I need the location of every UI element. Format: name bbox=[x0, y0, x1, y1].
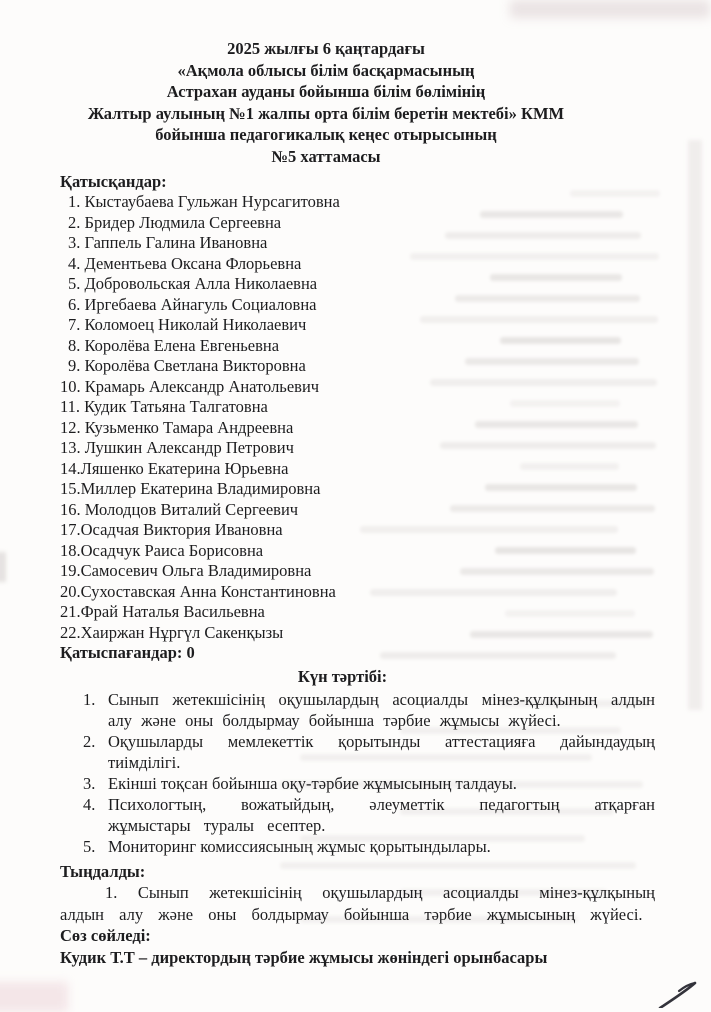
attendee-row: 20.Сухоставская Анна Константиновна bbox=[60, 581, 336, 601]
agenda-item bbox=[60, 773, 655, 794]
scan-smudge-left-edge bbox=[0, 552, 6, 582]
document-content bbox=[60, 38, 655, 968]
handwritten-pen-mark bbox=[640, 975, 710, 1008]
attendee-row: 8. Королёва Елена Евгеньевна bbox=[68, 335, 280, 355]
speech-heading: Сөз сөйледі: bbox=[60, 926, 151, 946]
attendee-row: 7. Коломоец Николай Николаевич bbox=[68, 315, 307, 335]
attendee-row: 14.Ляшенко Екатерина Юрьевна bbox=[60, 458, 289, 478]
attendees-list bbox=[60, 192, 655, 643]
title-line: 2025 жылғы 6 қаңтардағы bbox=[227, 39, 425, 58]
attendees-heading: Қатысқандар: bbox=[60, 171, 167, 191]
attendee-row: 11. Кудик Татьяна Талгатовна bbox=[60, 397, 268, 417]
agenda-item-text: Психологтың, вожатыйдың, әлеуметтік педагогтың атқарған жұмыстары туралы есептер. bbox=[108, 794, 655, 835]
title-line: «Ақмола облысы білім басқармасының bbox=[177, 60, 475, 80]
scan-smudge-top-right bbox=[510, 0, 710, 18]
document-title bbox=[60, 38, 592, 168]
agenda-item-number: 3. bbox=[83, 773, 96, 793]
attendee-row: 1. Кыстаубаева Гульжан Нурсагитовна bbox=[68, 192, 340, 212]
attendee-row: 6. Иргебаева Айнагуль Социаловна bbox=[68, 294, 317, 314]
agenda-heading: Күн тәртібі: bbox=[297, 666, 388, 686]
speaker-line: Кудик Т.Т – директордың тәрбие жұмысы жөніндегі орынбасары bbox=[60, 947, 548, 967]
attendee-row: 5. Добровольская Алла Николаевна bbox=[68, 274, 318, 294]
agenda-item-number: 4. bbox=[83, 794, 96, 814]
attendee-row: 10. Крамарь Александр Анатольевич bbox=[60, 376, 320, 396]
agenda-list bbox=[60, 689, 655, 857]
title-line: Жалтыр аулының №1 жалпы орта білім беретін мектебі» КММ bbox=[87, 103, 565, 123]
absent-count-line: Қатыспағандар: 0 bbox=[60, 643, 195, 663]
attendee-row: 13. Лушкин Александр Петрович bbox=[60, 438, 294, 458]
agenda-item-text: Екінші тоқсан бойынша оқу-тәрбие жұмысының талдауы. bbox=[108, 773, 517, 793]
agenda-item-number: 5. bbox=[83, 836, 96, 856]
title-line: №5 хаттамасы bbox=[271, 146, 381, 166]
agenda-item bbox=[60, 689, 655, 731]
attendee-row: 21.Фрай Наталья Васильевна bbox=[60, 602, 265, 622]
attendee-row: 3. Гаппель Галина Ивановна bbox=[68, 233, 268, 253]
scan-smudge-right-edge bbox=[688, 140, 702, 710]
agenda-item-number: 2. bbox=[83, 731, 96, 751]
attendee-row: 15.Миллер Екатерина Владимировна bbox=[60, 479, 321, 499]
attendee-row: 4. Дементьева Оксана Флорьевна bbox=[68, 253, 302, 273]
attendee-row: 2. Бридер Людмила Сергеевна bbox=[68, 212, 282, 232]
agenda-item bbox=[60, 836, 655, 857]
attendee-row: 17.Осадчая Виктория Ивановна bbox=[60, 520, 283, 540]
title-line: Астрахан ауданы бойынша білім бөлімінің bbox=[166, 82, 486, 102]
attendee-row: 22.Хаиржан Нұргүл Сакенқызы bbox=[60, 622, 284, 642]
attendee-row: 12. Кузьменко Тамара Андреевна bbox=[60, 417, 294, 437]
agenda-item-text: Мониторинг комиссиясының жұмыс қорытындылары. bbox=[108, 836, 491, 856]
attendee-row: 16. Молодцов Виталий Сергеевич bbox=[60, 499, 299, 519]
agenda-item-text: Оқушыларды мемлекеттік қорытынды аттестацияға дайындаудың тиімділігі. bbox=[108, 731, 655, 772]
heard-heading: Тыңдалды: bbox=[60, 861, 146, 881]
heard-paragraph: 1. Сынып жетекшісінің оқушылардың асоциалды мінез-құлқының алдын алу және оны болдырмау бойынша тәрбие жұмысының жүйесі. bbox=[60, 883, 655, 924]
agenda-item-number: 1. bbox=[83, 689, 96, 709]
agenda-item bbox=[60, 731, 655, 773]
attendee-row: 9. Королёва Светлана Викторовна bbox=[68, 356, 306, 376]
agenda-item-text: Сынып жетекшісінің оқушылардың асоциалды мінез-құлқының алдын алу және оны болдырмау бойынша тәрбие жұмысы жүйесі. bbox=[108, 689, 655, 730]
attendee-row: 19.Самосевич Ольга Владимировна bbox=[60, 561, 312, 581]
title-line: бойынша педагогикалық кеңес отырысының bbox=[155, 125, 497, 145]
attendee-row: 18.Осадчук Раиса Борисовна bbox=[60, 540, 264, 560]
agenda-item bbox=[60, 794, 655, 836]
